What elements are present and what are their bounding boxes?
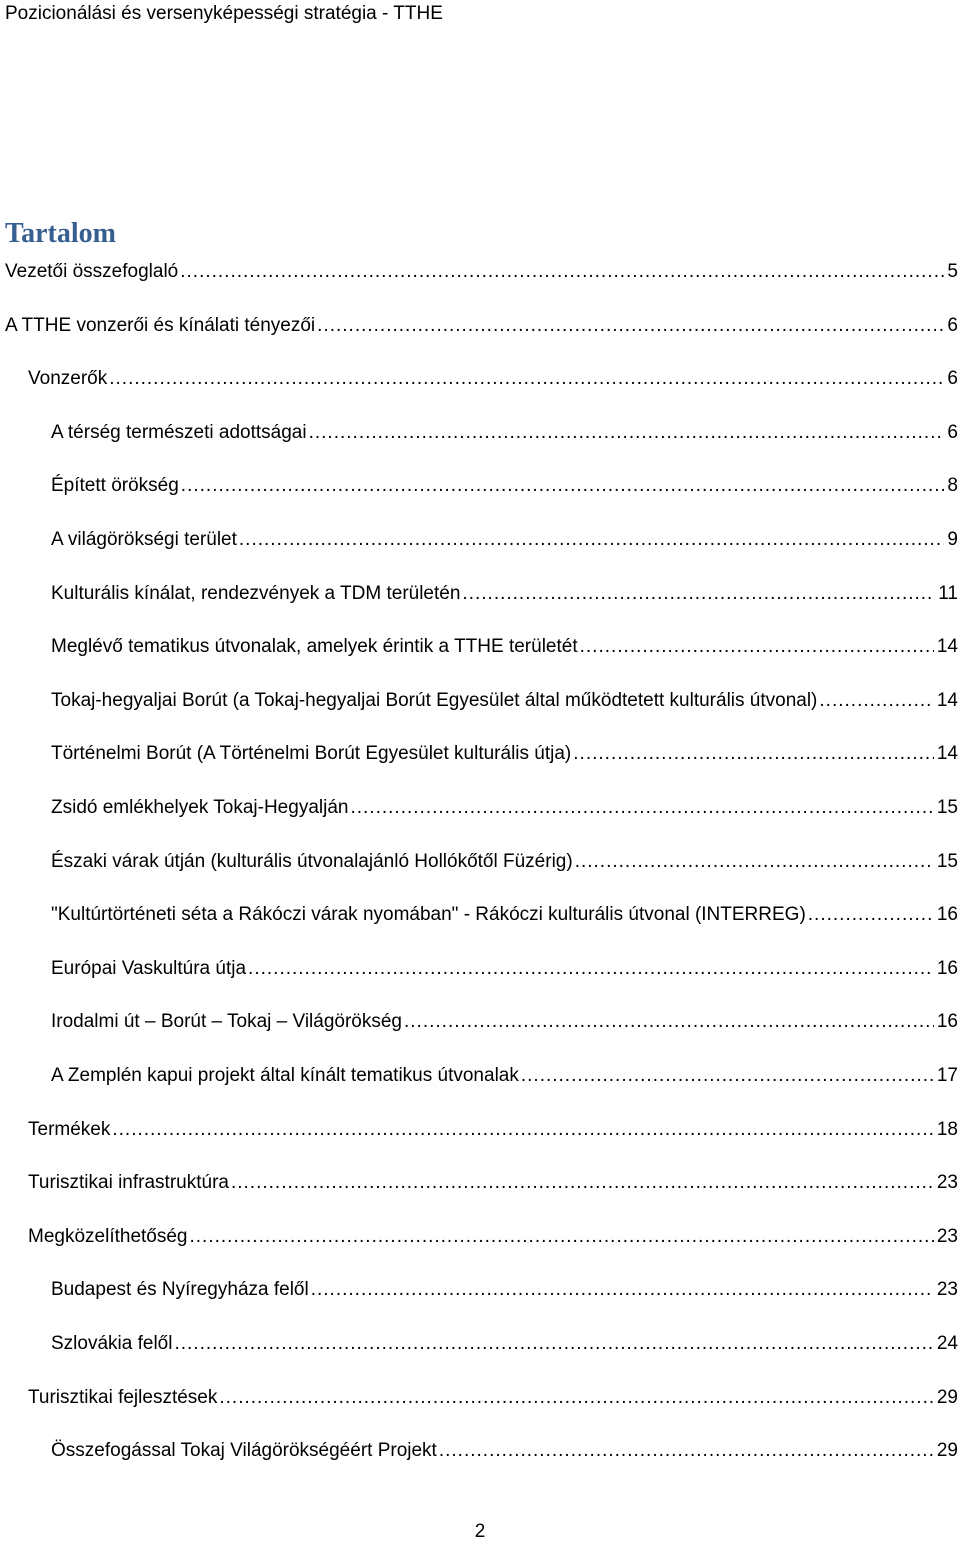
toc-entry[interactable] xyxy=(5,259,958,285)
toc-entry-page: 9 xyxy=(947,529,958,550)
toc-entry-page: 16 xyxy=(936,957,958,979)
toc-entry-page: 29 xyxy=(936,1440,958,1462)
toc-entry-label: Vezetői összefoglaló xyxy=(5,261,179,282)
toc-entry[interactable] xyxy=(51,956,958,982)
toc-entry-page: 14 xyxy=(936,636,958,658)
toc-entry[interactable] xyxy=(51,1331,958,1357)
toc-entry-page: 17 xyxy=(936,1065,958,1086)
toc-dot-leader xyxy=(317,313,944,339)
toc-entry-page: 6 xyxy=(947,421,958,443)
toc-dot-leader xyxy=(311,1277,934,1303)
toc-entry-label: Északi várak útján (kulturális útvonalajánló Hollókőtől Füzérig) xyxy=(51,850,573,872)
toc-entry[interactable] xyxy=(51,688,958,714)
toc-dot-leader xyxy=(174,1331,933,1357)
toc-dot-leader xyxy=(580,634,934,660)
toc-entry-page: 23 xyxy=(936,1225,958,1247)
toc-entry-label: A térség természeti adottságai xyxy=(51,421,307,443)
toc-entry-label: Épített örökség xyxy=(51,475,179,497)
toc-dot-leader xyxy=(219,1385,934,1411)
toc-dot-leader xyxy=(350,795,933,821)
toc-entry-page: 29 xyxy=(936,1386,958,1408)
toc-entry-label: Történelmi Borút (A Történelmi Borút Egyesület kulturális útja) xyxy=(51,743,572,765)
toc-entry[interactable] xyxy=(51,581,958,607)
toc-dot-leader xyxy=(808,902,934,928)
toc-entry-page: 24 xyxy=(936,1333,958,1354)
toc-entry[interactable] xyxy=(28,1224,958,1250)
toc-dot-leader xyxy=(573,741,934,767)
toc-entry[interactable] xyxy=(51,1063,958,1089)
toc-entry-page: 11 xyxy=(938,582,958,604)
toc-entry-label: A Zemplén kapui projekt által kínált tematikus útvonalak xyxy=(51,1065,519,1086)
toc-entry-label: Vonzerők xyxy=(28,368,108,390)
toc-entry-label: Megközelíthetőség xyxy=(28,1225,188,1247)
toc-entry[interactable] xyxy=(51,634,958,660)
toc-entry-page: 23 xyxy=(936,1172,958,1194)
toc-entry-page: 18 xyxy=(936,1118,958,1140)
toc-title: Tartalom xyxy=(5,218,116,249)
toc-entry[interactable] xyxy=(51,420,958,446)
toc-dot-leader xyxy=(521,1063,934,1089)
toc-entry-page: 16 xyxy=(936,904,958,926)
toc-entry-page: 6 xyxy=(947,314,958,336)
toc-entry[interactable] xyxy=(51,849,958,875)
toc-entry-label: Összefogással Tokaj Világörökségéért Projekt xyxy=(51,1440,437,1462)
toc-dot-leader xyxy=(180,259,944,285)
toc-dot-leader xyxy=(239,527,945,553)
toc-dot-leader xyxy=(404,1009,934,1035)
toc-entry[interactable] xyxy=(28,1170,958,1196)
toc-entry-page: 15 xyxy=(936,797,958,818)
toc-entry-label: A világörökségi terület xyxy=(51,529,237,550)
toc-dot-leader xyxy=(248,956,934,982)
toc-entry-label: Irodalmi út – Borút – Tokaj – Világörökség xyxy=(51,1011,402,1033)
toc-entry[interactable] xyxy=(51,527,958,553)
toc-entry-label: A TTHE vonzerői és kínálati tényezői xyxy=(5,314,316,336)
toc-entry[interactable] xyxy=(51,473,958,499)
toc-entry-label: Zsidó emlékhelyek Tokaj-Hegyalján xyxy=(51,797,349,818)
toc-entry-label: Európai Vaskultúra útja xyxy=(51,957,247,979)
toc-dot-leader xyxy=(181,473,945,499)
toc-dot-leader xyxy=(439,1438,934,1464)
toc-entry[interactable] xyxy=(51,902,958,928)
toc-dot-leader xyxy=(575,849,934,875)
toc-dot-leader xyxy=(819,688,933,714)
toc-entry-page: 6 xyxy=(947,368,958,390)
toc-entry[interactable] xyxy=(51,795,958,821)
page-number: 2 xyxy=(474,1521,486,1542)
toc-entry-label: Meglévő tematikus útvonalak, amelyek érintik a TTHE területét xyxy=(51,636,578,658)
toc-entry-label: Termékek xyxy=(28,1118,111,1140)
toc-dot-leader xyxy=(462,581,935,607)
toc-dot-leader xyxy=(112,1117,934,1143)
toc-entry-page: 23 xyxy=(936,1279,958,1301)
toc-entry-page: 16 xyxy=(936,1011,958,1033)
toc-dot-leader xyxy=(309,420,945,446)
toc-entry-label: Turisztikai fejlesztések xyxy=(28,1386,218,1408)
toc-entry[interactable] xyxy=(51,1277,958,1303)
toc-entry-page: 14 xyxy=(936,689,958,711)
toc-entry[interactable] xyxy=(51,1438,958,1464)
toc-entry-label: Turisztikai infrastruktúra xyxy=(28,1172,229,1194)
toc-entry-page: 8 xyxy=(947,475,958,497)
toc-entry[interactable] xyxy=(28,1117,958,1143)
running-header: Pozicionálási és versenyképességi stratégia - TTHE xyxy=(5,3,443,24)
toc-entry-label: "Kultúrtörténeti séta a Rákóczi várak nyomában" - Rákóczi kulturális útvonal (INTERREG) xyxy=(51,904,806,926)
toc-entry-page: 15 xyxy=(936,850,958,872)
toc-entry[interactable] xyxy=(28,1385,958,1411)
toc-entry-label: Tokaj-hegyaljai Borút (a Tokaj-hegyaljai Borút Egyesület által működtetett kulturális útvonal) xyxy=(51,689,818,711)
toc-entry-label: Kulturális kínálat, rendezvények a TDM területén xyxy=(51,582,461,604)
toc-entry[interactable] xyxy=(51,741,958,767)
toc-dot-leader xyxy=(109,366,944,392)
toc-entry-page: 14 xyxy=(936,743,958,765)
toc-entry-page: 5 xyxy=(947,261,958,282)
toc-entry[interactable] xyxy=(51,1009,958,1035)
toc-entry[interactable] xyxy=(28,366,958,392)
toc-dot-leader xyxy=(190,1224,934,1250)
toc-entry-label: Szlovákia felől xyxy=(51,1333,173,1354)
toc-entry-label: Budapest és Nyíregyháza felől xyxy=(51,1279,309,1301)
toc-entry[interactable] xyxy=(5,313,958,339)
toc-dot-leader xyxy=(231,1170,934,1196)
